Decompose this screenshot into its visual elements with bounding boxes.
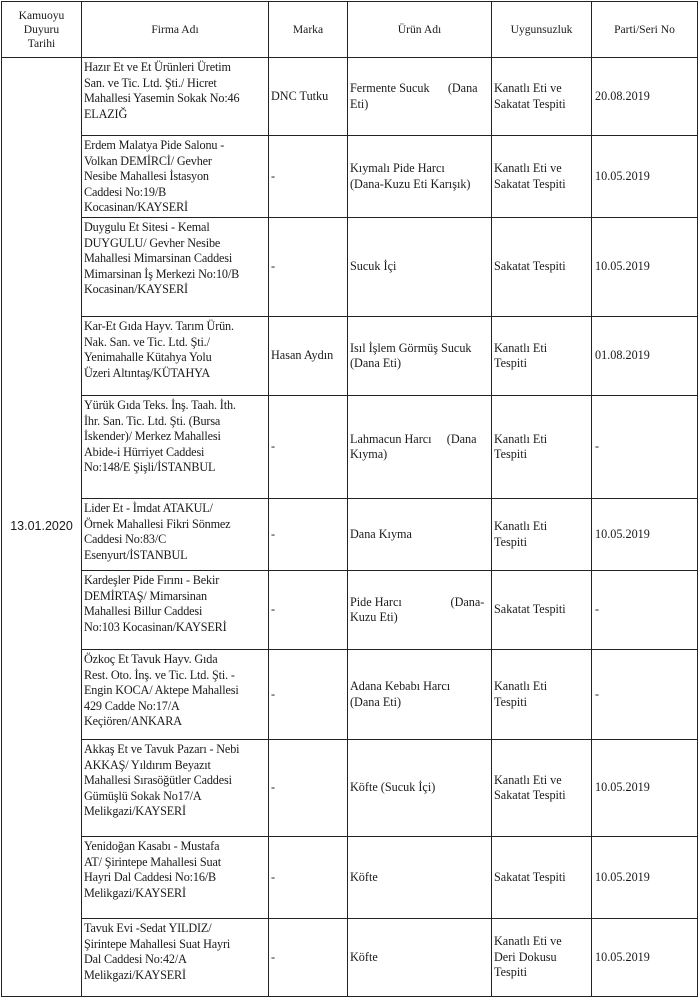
parti-cell: 10.05.2019	[592, 218, 698, 317]
cell-line: Mahallesi Mimarsinan Caddesi	[84, 251, 233, 265]
firma-cell	[82, 136, 269, 218]
announcement-date: 13.01.2020	[2, 58, 82, 997]
cell-line: Lahmacun Harcı (Dana	[350, 431, 477, 446]
cell-line: Rest. Oto. İnş. ve Tic. Ltd. Şti. -	[84, 667, 235, 682]
uygunsuzluk-cell	[492, 740, 592, 837]
cell-line: AT/ Şirintepe Mahallesi Suat	[84, 854, 221, 869]
cell-line: No:148/E Şişli/İSTANBUL	[84, 460, 216, 474]
column-header-date	[2, 2, 82, 58]
marka-cell: -	[269, 919, 348, 997]
cell-line: Sakatat Tespiti	[494, 869, 566, 884]
cell-line: No:103 Kocasinan/KAYSERİ	[84, 619, 227, 634]
table-row	[2, 740, 698, 837]
cell-line: Deri Dokusu	[494, 949, 557, 964]
firma-cell	[82, 317, 269, 396]
header-date-line: Tarihi	[27, 36, 56, 50]
cell-line: Kanatlı Eti	[494, 431, 548, 446]
firma-cell	[82, 499, 269, 571]
marka-cell: -	[269, 396, 348, 499]
firma-cell	[82, 919, 269, 997]
cell-line: Eti)	[350, 96, 369, 111]
cell-line: Yürük Gıda Teks. İnş. Taah. İth.	[84, 398, 236, 412]
urun-cell	[348, 396, 492, 499]
cell-line: Tespiti	[494, 534, 527, 549]
uygunsuzluk-cell	[492, 317, 592, 396]
urun-cell	[348, 571, 492, 650]
marka-cell: DNC Tutku	[269, 58, 348, 136]
cell-line: Dana Kıyma	[350, 526, 412, 541]
firma-cell	[82, 571, 269, 650]
cell-line: Lider Et - İmdat ATAKUL/	[84, 501, 213, 515]
cell-line: Kar-Et Gıda Hayv. Tarım Ürün.	[84, 319, 234, 333]
cell-line: Sucuk İçi	[350, 259, 397, 274]
cell-line: Akkaş Et ve Tavuk Pazarı - Nebi	[84, 742, 240, 756]
cell-line: Erdem Malatya Pide Salonu -	[84, 138, 225, 152]
cell-line: Dal Caddesi No:42/A	[84, 952, 187, 966]
marka-cell: -	[269, 136, 348, 218]
recall-table	[1, 1, 698, 997]
cell-line: Gümüşlü Sokak No17/A	[84, 788, 202, 803]
marka-cell: Hasan Aydın	[269, 317, 348, 396]
table-row	[2, 136, 698, 218]
cell-line: Abide-i Hürriyet Caddesi	[84, 444, 205, 459]
cell-line: Mahallesi Yasemin Sokak No:46	[84, 91, 240, 105]
parti-cell: 01.08.2019	[592, 317, 698, 396]
urun-cell	[348, 740, 492, 837]
uygunsuzluk-cell	[492, 837, 592, 919]
cell-line: Adana Kebabı Harcı	[350, 679, 451, 693]
uygunsuzluk-cell	[492, 136, 592, 218]
cell-line: Kanatlı Eti ve	[494, 161, 562, 175]
urun-cell	[348, 837, 492, 919]
cell-line: Duygulu Et Sitesi - Kemal	[84, 220, 210, 234]
table-row	[2, 58, 698, 136]
table-row	[2, 317, 698, 396]
parti-cell: 10.05.2019	[592, 136, 698, 218]
cell-line: (Dana Eti)	[350, 694, 402, 709]
cell-line: Örnek Mahallesi Fikri Sönmez	[84, 516, 231, 531]
column-header-uygunsuzluk: Uygunsuzluk	[492, 2, 592, 58]
marka-cell: -	[269, 218, 348, 317]
cell-line: Melikgazi/KAYSERİ	[84, 804, 186, 818]
cell-line: AKKAŞ/ Yıldırım Beyazıt	[84, 757, 211, 772]
cell-line: Sakatat Tespiti	[494, 259, 566, 274]
uygunsuzluk-cell	[492, 218, 592, 317]
table-row	[2, 650, 698, 740]
marka-cell: -	[269, 571, 348, 650]
urun-cell	[348, 650, 492, 740]
column-header-marka: Marka	[269, 2, 348, 58]
cell-line: Caddesi No:83/C	[84, 532, 167, 546]
cell-line: Kıymalı Pide Harcı	[350, 161, 445, 175]
cell-line: Sakatat Tespiti	[494, 96, 566, 111]
cell-line: Kocasinan/KAYSERİ	[84, 200, 188, 214]
cell-line: Caddesi No:19/B	[84, 184, 167, 199]
firma-cell	[82, 58, 269, 136]
table-row	[2, 499, 698, 571]
parti-cell: 10.05.2019	[592, 919, 698, 997]
cell-line: Kuzu Eti)	[350, 610, 398, 624]
urun-cell	[348, 136, 492, 218]
cell-line: Tespiti	[494, 356, 527, 370]
recall-table-sheet	[1, 1, 698, 997]
cell-line: Nesibe Mahallesi İstasyon	[84, 169, 209, 183]
cell-line: Isıl İşlem Görmüş Sucuk	[350, 340, 472, 355]
cell-line: Fermente Sucuk (Dana	[350, 81, 478, 95]
marka-cell: -	[269, 650, 348, 740]
cell-line: Melikgazi/KAYSERİ	[84, 967, 186, 982]
marka-cell: -	[269, 740, 348, 837]
header-date-line: Duyuru	[23, 22, 60, 36]
firma-cell	[82, 218, 269, 317]
cell-line: (Dana Eti)	[350, 356, 402, 370]
cell-line: Sakatat Tespiti	[494, 788, 566, 802]
uygunsuzluk-cell	[492, 650, 592, 740]
cell-line: San. ve Tic. Ltd. Şti./ Hicret	[84, 75, 217, 90]
table-row	[2, 837, 698, 919]
table-row	[2, 218, 698, 317]
cell-line: İskender)/ Merkez Mahallesi	[84, 429, 221, 443]
urun-cell	[348, 317, 492, 396]
parti-cell: 20.08.2019	[592, 58, 698, 136]
cell-line: Hayri Dal Caddesi No:16/B	[84, 870, 216, 884]
parti-cell: 10.05.2019	[592, 837, 698, 919]
cell-line: Kanatlı Eti	[494, 679, 548, 693]
parti-cell: -	[592, 571, 698, 650]
cell-line: Kanatlı Eti ve	[494, 934, 562, 949]
uygunsuzluk-cell	[492, 58, 592, 136]
table-body	[2, 58, 698, 997]
marka-cell: -	[269, 499, 348, 571]
urun-cell	[348, 58, 492, 136]
cell-line: Pide Harcı (Dana-	[350, 594, 485, 609]
table-row	[2, 396, 698, 499]
parti-cell: -	[592, 650, 698, 740]
column-header-firma: Firma Adı	[82, 2, 269, 58]
cell-line: Volkan DEMİRCİ/ Gevher	[84, 153, 212, 168]
cell-line: Kanatlı Eti ve	[494, 81, 562, 95]
cell-line: Hazır Et ve Et Ürünleri Üretim	[84, 60, 231, 74]
uygunsuzluk-cell	[492, 499, 592, 571]
cell-line: Mimarsinan İş Merkezi No:10/B	[84, 266, 240, 281]
cell-line: Tespiti	[494, 447, 527, 461]
cell-line: Kocasinan/KAYSERİ	[84, 282, 188, 296]
cell-line: Mahallesi Sırasöğütler Caddesi	[84, 773, 232, 787]
cell-line: Üzeri Altıntaş/KÜTAHYA	[84, 365, 211, 380]
parti-cell: 10.05.2019	[592, 740, 698, 837]
cell-line: Köfte (Sucuk İçi)	[350, 780, 436, 795]
cell-line: Melikgazi/KAYSERİ	[84, 885, 186, 900]
cell-line: Kanatlı Eti ve	[494, 772, 562, 787]
table-row	[2, 571, 698, 650]
firma-cell	[82, 837, 269, 919]
cell-line: Tespiti	[494, 694, 527, 709]
cell-line: Keçiören/ANKARA	[84, 714, 182, 728]
cell-line: Şirintepe Mahallesi Suat Hayri	[84, 936, 231, 951]
cell-line: Sakatat Tespiti	[494, 176, 566, 191]
cell-line: Kanatlı Eti	[494, 519, 548, 533]
cell-line: ELAZIĞ	[84, 106, 128, 121]
cell-line: Kanatlı Eti	[494, 340, 548, 355]
column-header-parti: Parti/Seri No	[592, 2, 698, 58]
header-row	[2, 2, 698, 58]
cell-line: Kıyma)	[350, 447, 388, 461]
header-date-line: Kamuoyu	[18, 8, 65, 22]
firma-cell	[82, 650, 269, 740]
cell-line: Köfte	[350, 949, 378, 964]
cell-line: Özkoç Et Tavuk Hayv. Gıda	[84, 652, 218, 666]
cell-line: İhr. San. Tic. Ltd. Şti. (Bursa	[84, 413, 221, 428]
firma-cell	[82, 740, 269, 837]
urun-cell	[348, 919, 492, 997]
parti-cell: -	[592, 396, 698, 499]
firma-cell	[82, 396, 269, 499]
cell-line: Köfte	[350, 869, 378, 884]
urun-cell	[348, 499, 492, 571]
cell-line: Esenyurt/İSTANBUL	[84, 547, 188, 562]
cell-line: Tavuk Evi -Sedat YILDIZ/	[84, 921, 212, 935]
uygunsuzluk-cell	[492, 571, 592, 650]
table-row	[2, 919, 698, 997]
cell-line: Engin KOCA/ Aktepe Mahallesi	[84, 683, 239, 697]
urun-cell	[348, 218, 492, 317]
cell-line: DUYGULU/ Gevher Nesibe	[84, 235, 221, 250]
uygunsuzluk-cell	[492, 396, 592, 499]
cell-line: 429 Cadde No:17/A	[84, 698, 180, 713]
cell-line: Nak. San. ve Tic. Ltd. Şti./	[84, 334, 210, 349]
cell-line: Tespiti	[494, 965, 527, 980]
cell-line: Yenidoğan Kasabı - Mustafa	[84, 839, 220, 853]
cell-line: Mahallesi Billur Caddesi	[84, 604, 203, 618]
cell-line: Yenimahalle Kütahya Yolu	[84, 350, 212, 364]
cell-line: Sakatat Tespiti	[494, 602, 566, 617]
marka-cell: -	[269, 837, 348, 919]
cell-line: DEMİRTAŞ/ Mimarsinan	[84, 588, 207, 603]
parti-cell: 10.05.2019	[592, 499, 698, 571]
cell-line: Kardeşler Pide Fırını - Bekir	[84, 573, 220, 587]
uygunsuzluk-cell	[492, 919, 592, 997]
cell-line: (Dana-Kuzu Eti Karışık)	[350, 176, 471, 191]
column-header-urun: Ürün Adı	[348, 2, 492, 58]
